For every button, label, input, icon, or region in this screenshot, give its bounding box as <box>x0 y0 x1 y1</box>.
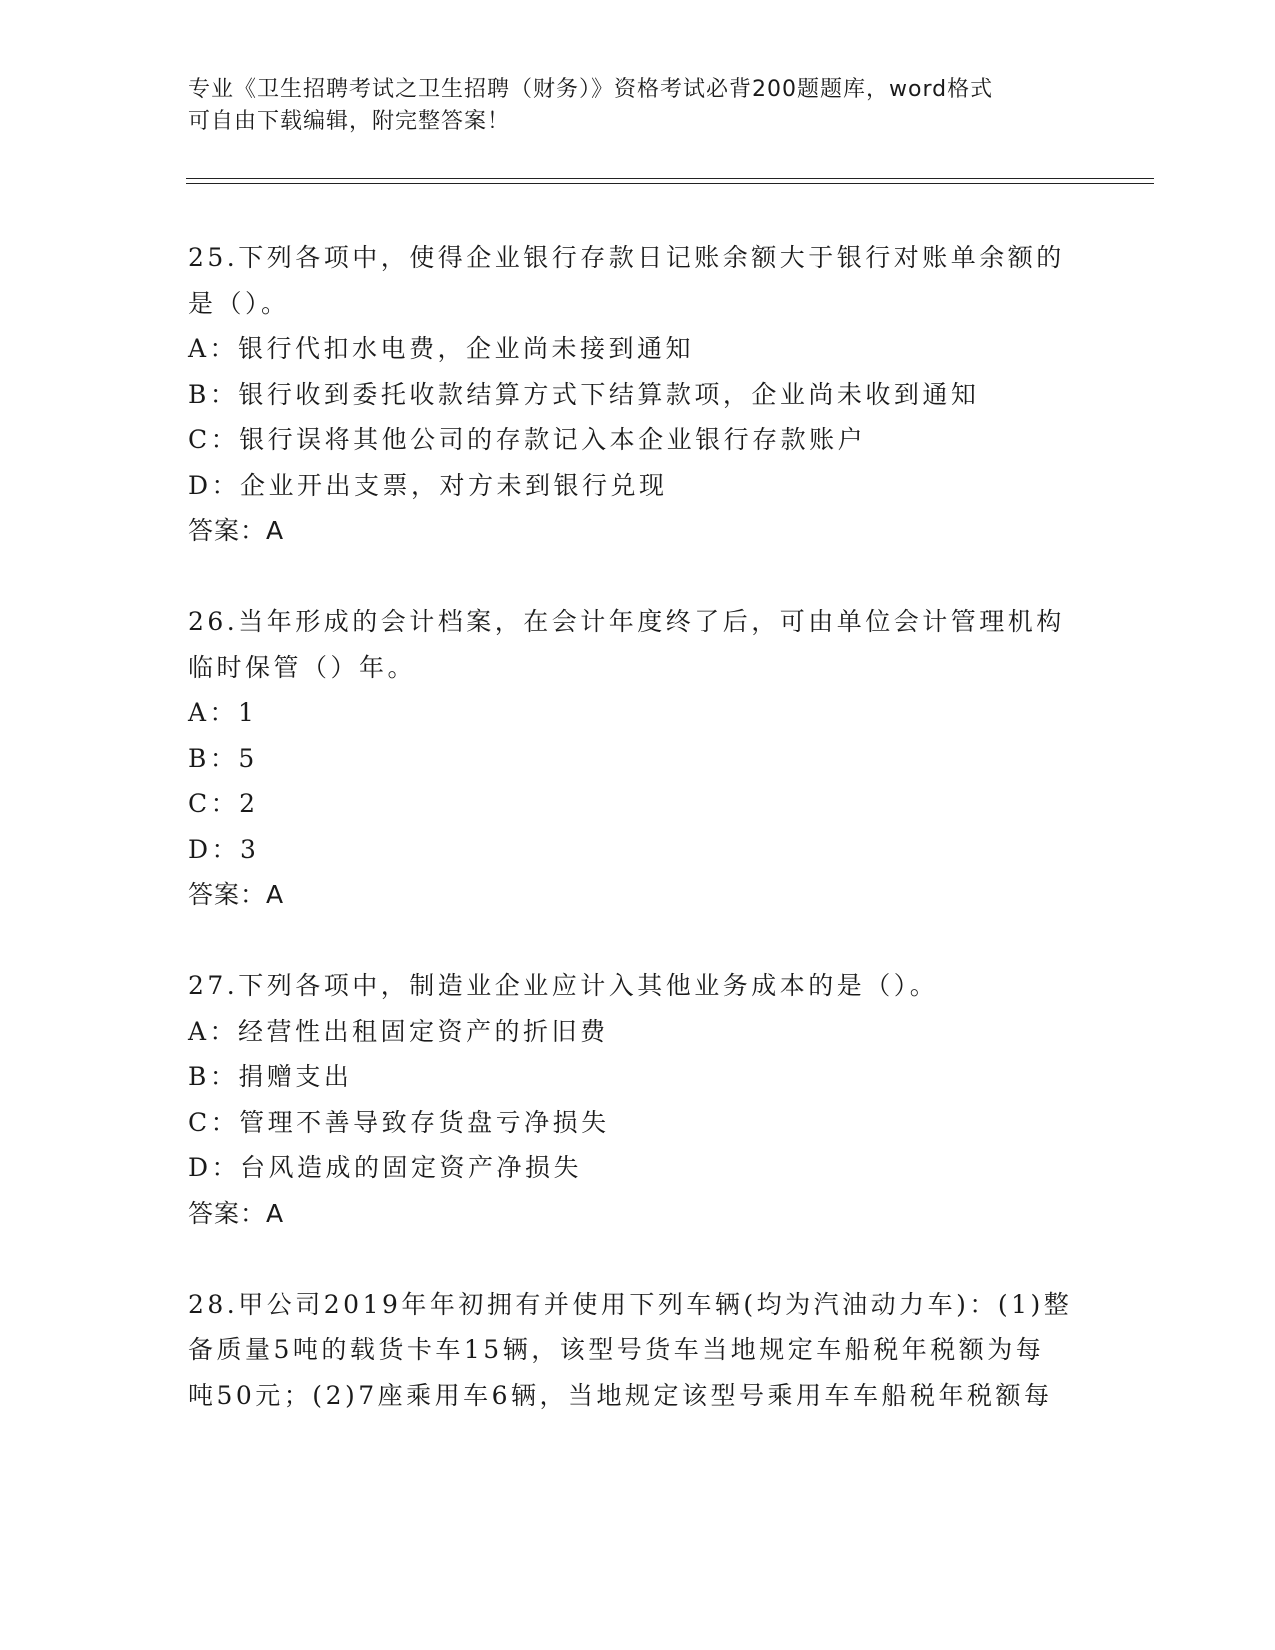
question-stem: 是（）。 <box>188 288 290 318</box>
document-header <box>188 74 1068 138</box>
question-block <box>188 1282 1088 1419</box>
question-stem: 27.下列各项中，制造业企业应计入其他业务成本的是（）。 <box>188 971 939 1000</box>
answer-line: 答案：A <box>188 516 285 545</box>
question-stem: 28.甲公司2019年年初拥有并使用下列车辆(均为汽油动力车)：(1)整 <box>188 1289 1073 1319</box>
option-c: C：管理不善导致存货盘亏净损失 <box>188 1107 610 1137</box>
question-stem: 26.当年形成的会计档案，在会计年度终了后，可由单位会计管理机构 <box>188 607 1065 636</box>
question-stem: 临时保管（）年。 <box>188 652 417 682</box>
option-d: D：3 <box>188 834 260 864</box>
question-block <box>188 235 1088 554</box>
spacer <box>188 1236 1088 1282</box>
option-b: B：银行收到委托收款结算方式下结算款项，企业尚未收到通知 <box>188 379 980 409</box>
question-stem: 吨50元；(2)7座乘用车6辆，当地规定该型号乘用车车船税年税额每 <box>188 1380 1053 1410</box>
header-line-1: 专业《卫生招聘考试之卫生招聘（财务）》资格考试必背200题题库，word格式 <box>188 77 994 102</box>
option-c: C：银行误将其他公司的存款记入本企业银行存款账户 <box>188 425 867 454</box>
answer-line: 答案：A <box>188 1198 285 1228</box>
question-block <box>188 963 1088 1236</box>
question-list <box>188 235 1088 1418</box>
option-d: D：企业开出支票，对方未到银行兑现 <box>188 470 668 500</box>
option-b: B：5 <box>188 743 258 773</box>
option-a: A：银行代扣水电费，企业尚未接到通知 <box>188 334 695 363</box>
option-a: A：经营性出租固定资产的折旧费 <box>188 1016 609 1046</box>
question-stem: 备质量5吨的载货卡车15辆，该型号货车当地规定车船税年税额为每 <box>188 1335 1045 1364</box>
option-b: B：捐赠支出 <box>188 1062 353 1091</box>
spacer <box>188 554 1088 600</box>
option-d: D：台风造成的固定资产净损失 <box>188 1153 583 1182</box>
answer-line: 答案：A <box>188 880 285 909</box>
question-stem: 25.下列各项中，使得企业银行存款日记账余额大于银行对账单余额的 <box>188 243 1065 272</box>
header-divider-bottom <box>186 183 1154 184</box>
option-a: A：1 <box>188 698 258 727</box>
header-line-2: 可自由下载编辑，附完整答案！ <box>188 109 511 134</box>
option-c: C：2 <box>188 789 259 818</box>
header-divider-top <box>186 178 1154 179</box>
question-block <box>188 599 1088 918</box>
spacer <box>188 918 1088 964</box>
